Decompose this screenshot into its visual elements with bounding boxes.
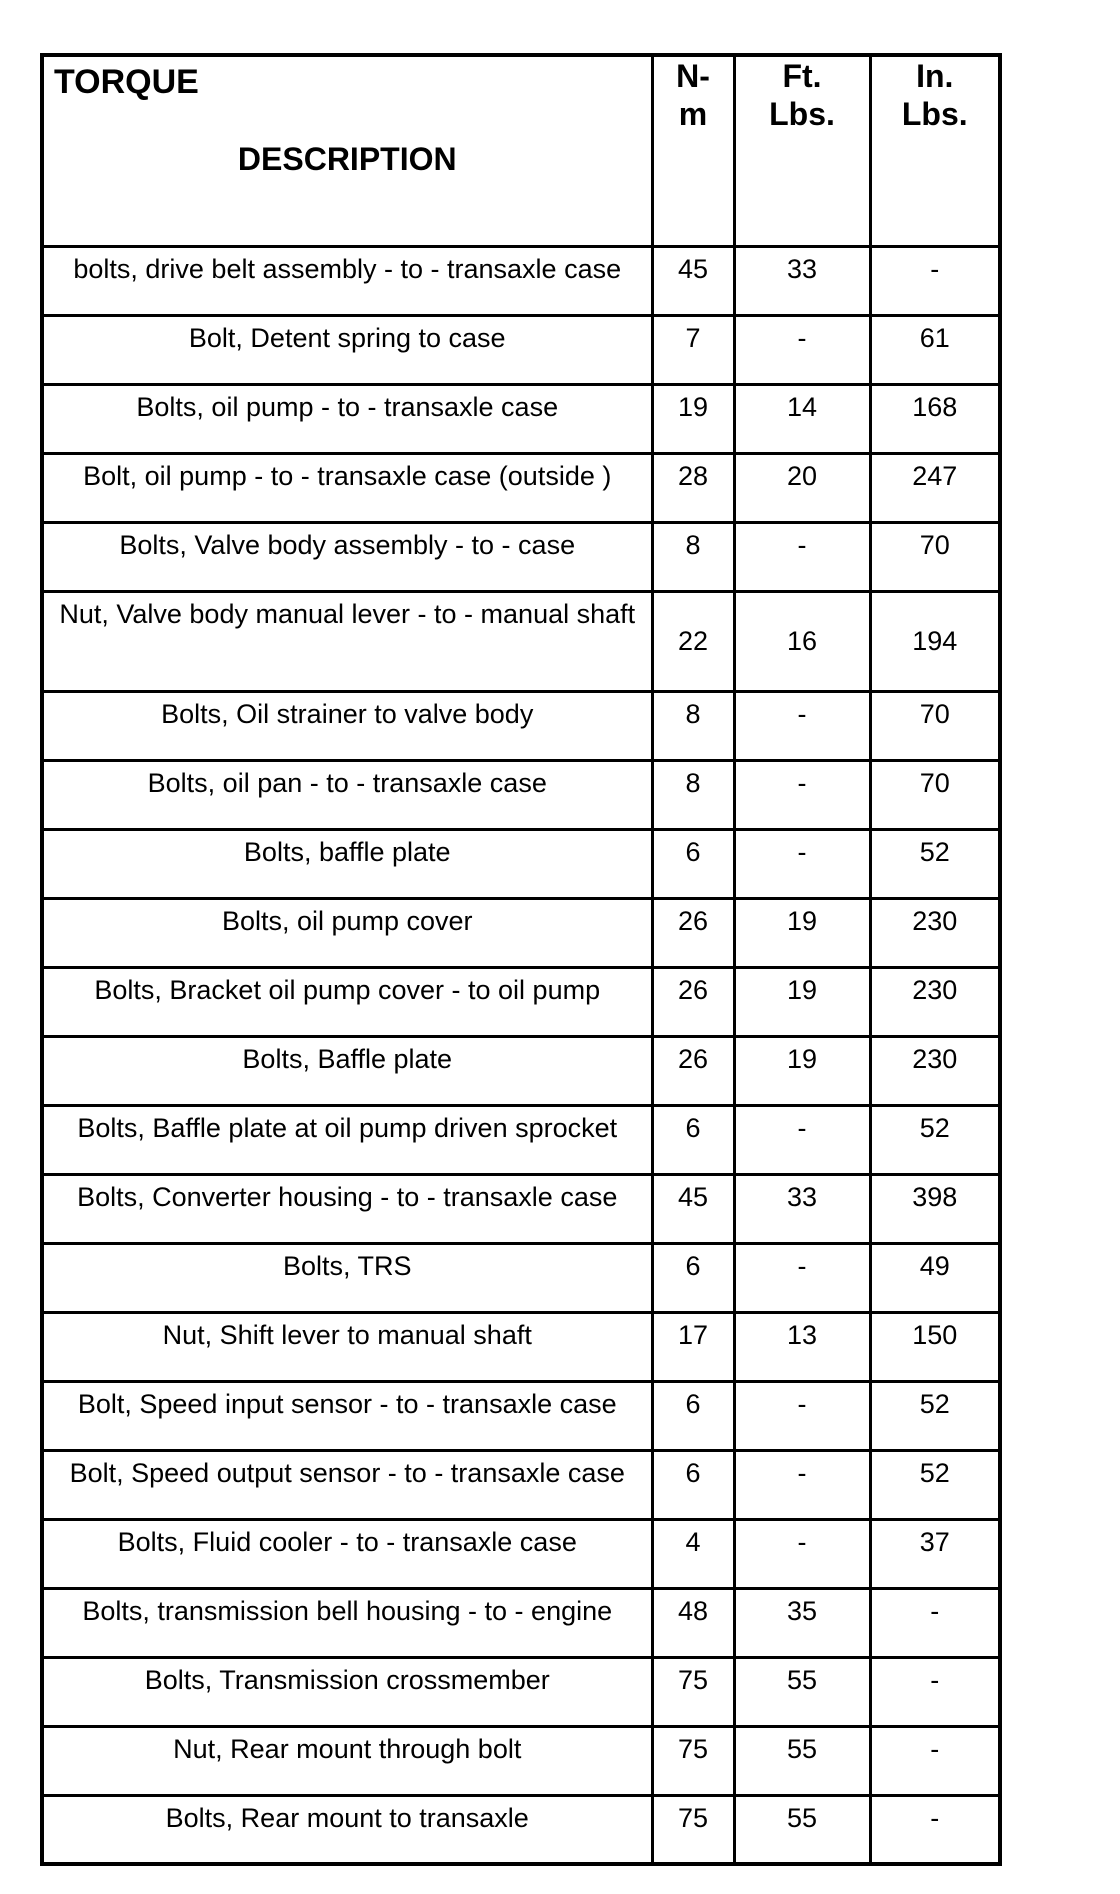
ft-lbs-cell: 13 [734, 1312, 870, 1381]
ft-lbs-cell: - [734, 1519, 870, 1588]
ft-lbs-cell: 55 [734, 1657, 870, 1726]
table-row [42, 829, 1000, 898]
nm-cell: 6 [652, 1105, 734, 1174]
table-row [42, 1588, 1000, 1657]
nm-cell: 8 [652, 760, 734, 829]
nm-cell: 6 [652, 1450, 734, 1519]
description-cell: Nut, Shift lever to manual shaft [42, 1312, 652, 1381]
nm-cell: 48 [652, 1588, 734, 1657]
table-row [42, 522, 1000, 591]
table-row [42, 760, 1000, 829]
nm-cell: 26 [652, 1036, 734, 1105]
table-row [42, 1726, 1000, 1795]
nm-cell: 17 [652, 1312, 734, 1381]
description-cell: Bolts, Bracket oil pump cover - to oil pump [42, 967, 652, 1036]
in-lbs-cell: - [870, 1795, 1000, 1864]
ft-lbs-cell: - [734, 1105, 870, 1174]
ft-lbs-cell: - [734, 691, 870, 760]
in-lbs-cell: 247 [870, 453, 1000, 522]
in-lbs-cell: 194 [870, 591, 1000, 691]
in-lbs-cell: - [870, 1588, 1000, 1657]
table-row [42, 1450, 1000, 1519]
in-lbs-cell: 70 [870, 691, 1000, 760]
in-lbs-cell: 150 [870, 1312, 1000, 1381]
ft-lbs-cell: - [734, 1381, 870, 1450]
description-cell: Bolts, Valve body assembly - to - case [42, 522, 652, 591]
in-lbs-cell: - [870, 1726, 1000, 1795]
table-row [42, 898, 1000, 967]
in-lbs-cell: 230 [870, 1036, 1000, 1105]
table-row [42, 453, 1000, 522]
ft-lbs-cell: - [734, 1243, 870, 1312]
nm-header-line-1: N- [676, 58, 710, 94]
table-row [42, 315, 1000, 384]
description-cell: Bolts, oil pump - to - transaxle case [42, 384, 652, 453]
nm-cell: 8 [652, 691, 734, 760]
description-cell: Nut, Valve body manual lever - to - manual shaft [42, 591, 652, 691]
in-lbs-cell: 398 [870, 1174, 1000, 1243]
description-cell: Nut, Rear mount through bolt [42, 1726, 652, 1795]
table-row [42, 1312, 1000, 1381]
description-heading: DESCRIPTION [237, 141, 457, 177]
ft-lbs-cell: 19 [734, 898, 870, 967]
table-header-row [42, 55, 1000, 246]
ft-lbs-column-header [734, 55, 870, 246]
nm-cell: 7 [652, 315, 734, 384]
description-cell: Bolts, Fluid cooler - to - transaxle case [42, 1519, 652, 1588]
torque-title: TORQUE [54, 63, 199, 101]
nm-cell: 6 [652, 1243, 734, 1312]
nm-cell: 45 [652, 1174, 734, 1243]
ft-lbs-cell: 19 [734, 967, 870, 1036]
description-cell: Bolts, oil pump cover [42, 898, 652, 967]
nm-cell: 22 [652, 591, 734, 691]
in-lbs-header-line-1: In. [916, 58, 954, 94]
in-lbs-cell: 230 [870, 967, 1000, 1036]
description-cell: Bolts, Transmission crossmember [42, 1657, 652, 1726]
table-row [42, 1174, 1000, 1243]
description-cell: Bolt, Speed output sensor - to - transaxle case [42, 1450, 652, 1519]
table-row [42, 967, 1000, 1036]
description-cell: Bolts, Baffle plate [42, 1036, 652, 1105]
nm-cell: 8 [652, 522, 734, 591]
table-row [42, 1657, 1000, 1726]
nm-cell: 45 [652, 246, 734, 315]
description-cell: Bolts, baffle plate [42, 829, 652, 898]
description-cell: Bolts, Oil strainer to valve body [42, 691, 652, 760]
table-row [42, 691, 1000, 760]
nm-cell: 6 [652, 829, 734, 898]
in-lbs-cell: 49 [870, 1243, 1000, 1312]
ft-lbs-cell: - [734, 1450, 870, 1519]
description-cell: Bolt, Speed input sensor - to - transaxle case [42, 1381, 652, 1450]
ft-lbs-header-line-1: Ft. [782, 58, 822, 94]
torque-spec-table [40, 53, 1002, 1866]
in-lbs-cell: 70 [870, 760, 1000, 829]
description-cell: bolts, drive belt assembly - to - transaxle case [42, 246, 652, 315]
nm-cell: 75 [652, 1726, 734, 1795]
ft-lbs-cell: - [734, 829, 870, 898]
ft-lbs-cell: - [734, 522, 870, 591]
in-lbs-cell: 61 [870, 315, 1000, 384]
in-lbs-cell: 52 [870, 1105, 1000, 1174]
in-lbs-cell: 52 [870, 829, 1000, 898]
table-row [42, 246, 1000, 315]
in-lbs-column-header [870, 55, 1000, 246]
description-cell: Bolt, Detent spring to case [42, 315, 652, 384]
nm-column-header [652, 55, 734, 246]
in-lbs-cell: 52 [870, 1381, 1000, 1450]
ft-lbs-cell: 33 [734, 246, 870, 315]
in-lbs-cell: - [870, 246, 1000, 315]
in-lbs-cell: 168 [870, 384, 1000, 453]
description-cell: Bolts, TRS [42, 1243, 652, 1312]
ft-lbs-cell: 19 [734, 1036, 870, 1105]
table-row [42, 384, 1000, 453]
table-row [42, 1036, 1000, 1105]
nm-cell: 28 [652, 453, 734, 522]
nm-cell: 26 [652, 967, 734, 1036]
table-row [42, 1105, 1000, 1174]
nm-cell: 6 [652, 1381, 734, 1450]
ft-lbs-cell: 55 [734, 1726, 870, 1795]
table-body [42, 246, 1000, 1864]
table-row [42, 591, 1000, 691]
description-column-header [42, 55, 652, 246]
nm-header-line-2: m [678, 96, 708, 132]
ft-lbs-cell: - [734, 760, 870, 829]
description-cell: Bolts, transmission bell housing - to - engine [42, 1588, 652, 1657]
in-lbs-cell: 230 [870, 898, 1000, 967]
in-lbs-cell: 37 [870, 1519, 1000, 1588]
ft-lbs-cell: 14 [734, 384, 870, 453]
nm-cell: 26 [652, 898, 734, 967]
description-cell: Bolts, Baffle plate at oil pump driven sprocket [42, 1105, 652, 1174]
table-row [42, 1519, 1000, 1588]
in-lbs-cell: - [870, 1657, 1000, 1726]
description-cell: Bolts, Rear mount to transaxle [42, 1795, 652, 1864]
in-lbs-cell: 52 [870, 1450, 1000, 1519]
ft-lbs-cell: 16 [734, 591, 870, 691]
nm-cell: 75 [652, 1795, 734, 1864]
nm-cell: 19 [652, 384, 734, 453]
in-lbs-header-line-2: Lbs. [901, 96, 968, 132]
description-cell: Bolts, Converter housing - to - transaxle case [42, 1174, 652, 1243]
ft-lbs-header-line-2: Lbs. [769, 96, 835, 132]
table-row [42, 1243, 1000, 1312]
ft-lbs-cell: - [734, 315, 870, 384]
table-row [42, 1795, 1000, 1864]
ft-lbs-cell: 35 [734, 1588, 870, 1657]
description-cell: Bolt, oil pump - to - transaxle case (outside ) [42, 453, 652, 522]
ft-lbs-cell: 20 [734, 453, 870, 522]
table-row [42, 1381, 1000, 1450]
ft-lbs-cell: 33 [734, 1174, 870, 1243]
ft-lbs-cell: 55 [734, 1795, 870, 1864]
in-lbs-cell: 70 [870, 522, 1000, 591]
description-cell: Bolts, oil pan - to - transaxle case [42, 760, 652, 829]
nm-cell: 4 [652, 1519, 734, 1588]
nm-cell: 75 [652, 1657, 734, 1726]
